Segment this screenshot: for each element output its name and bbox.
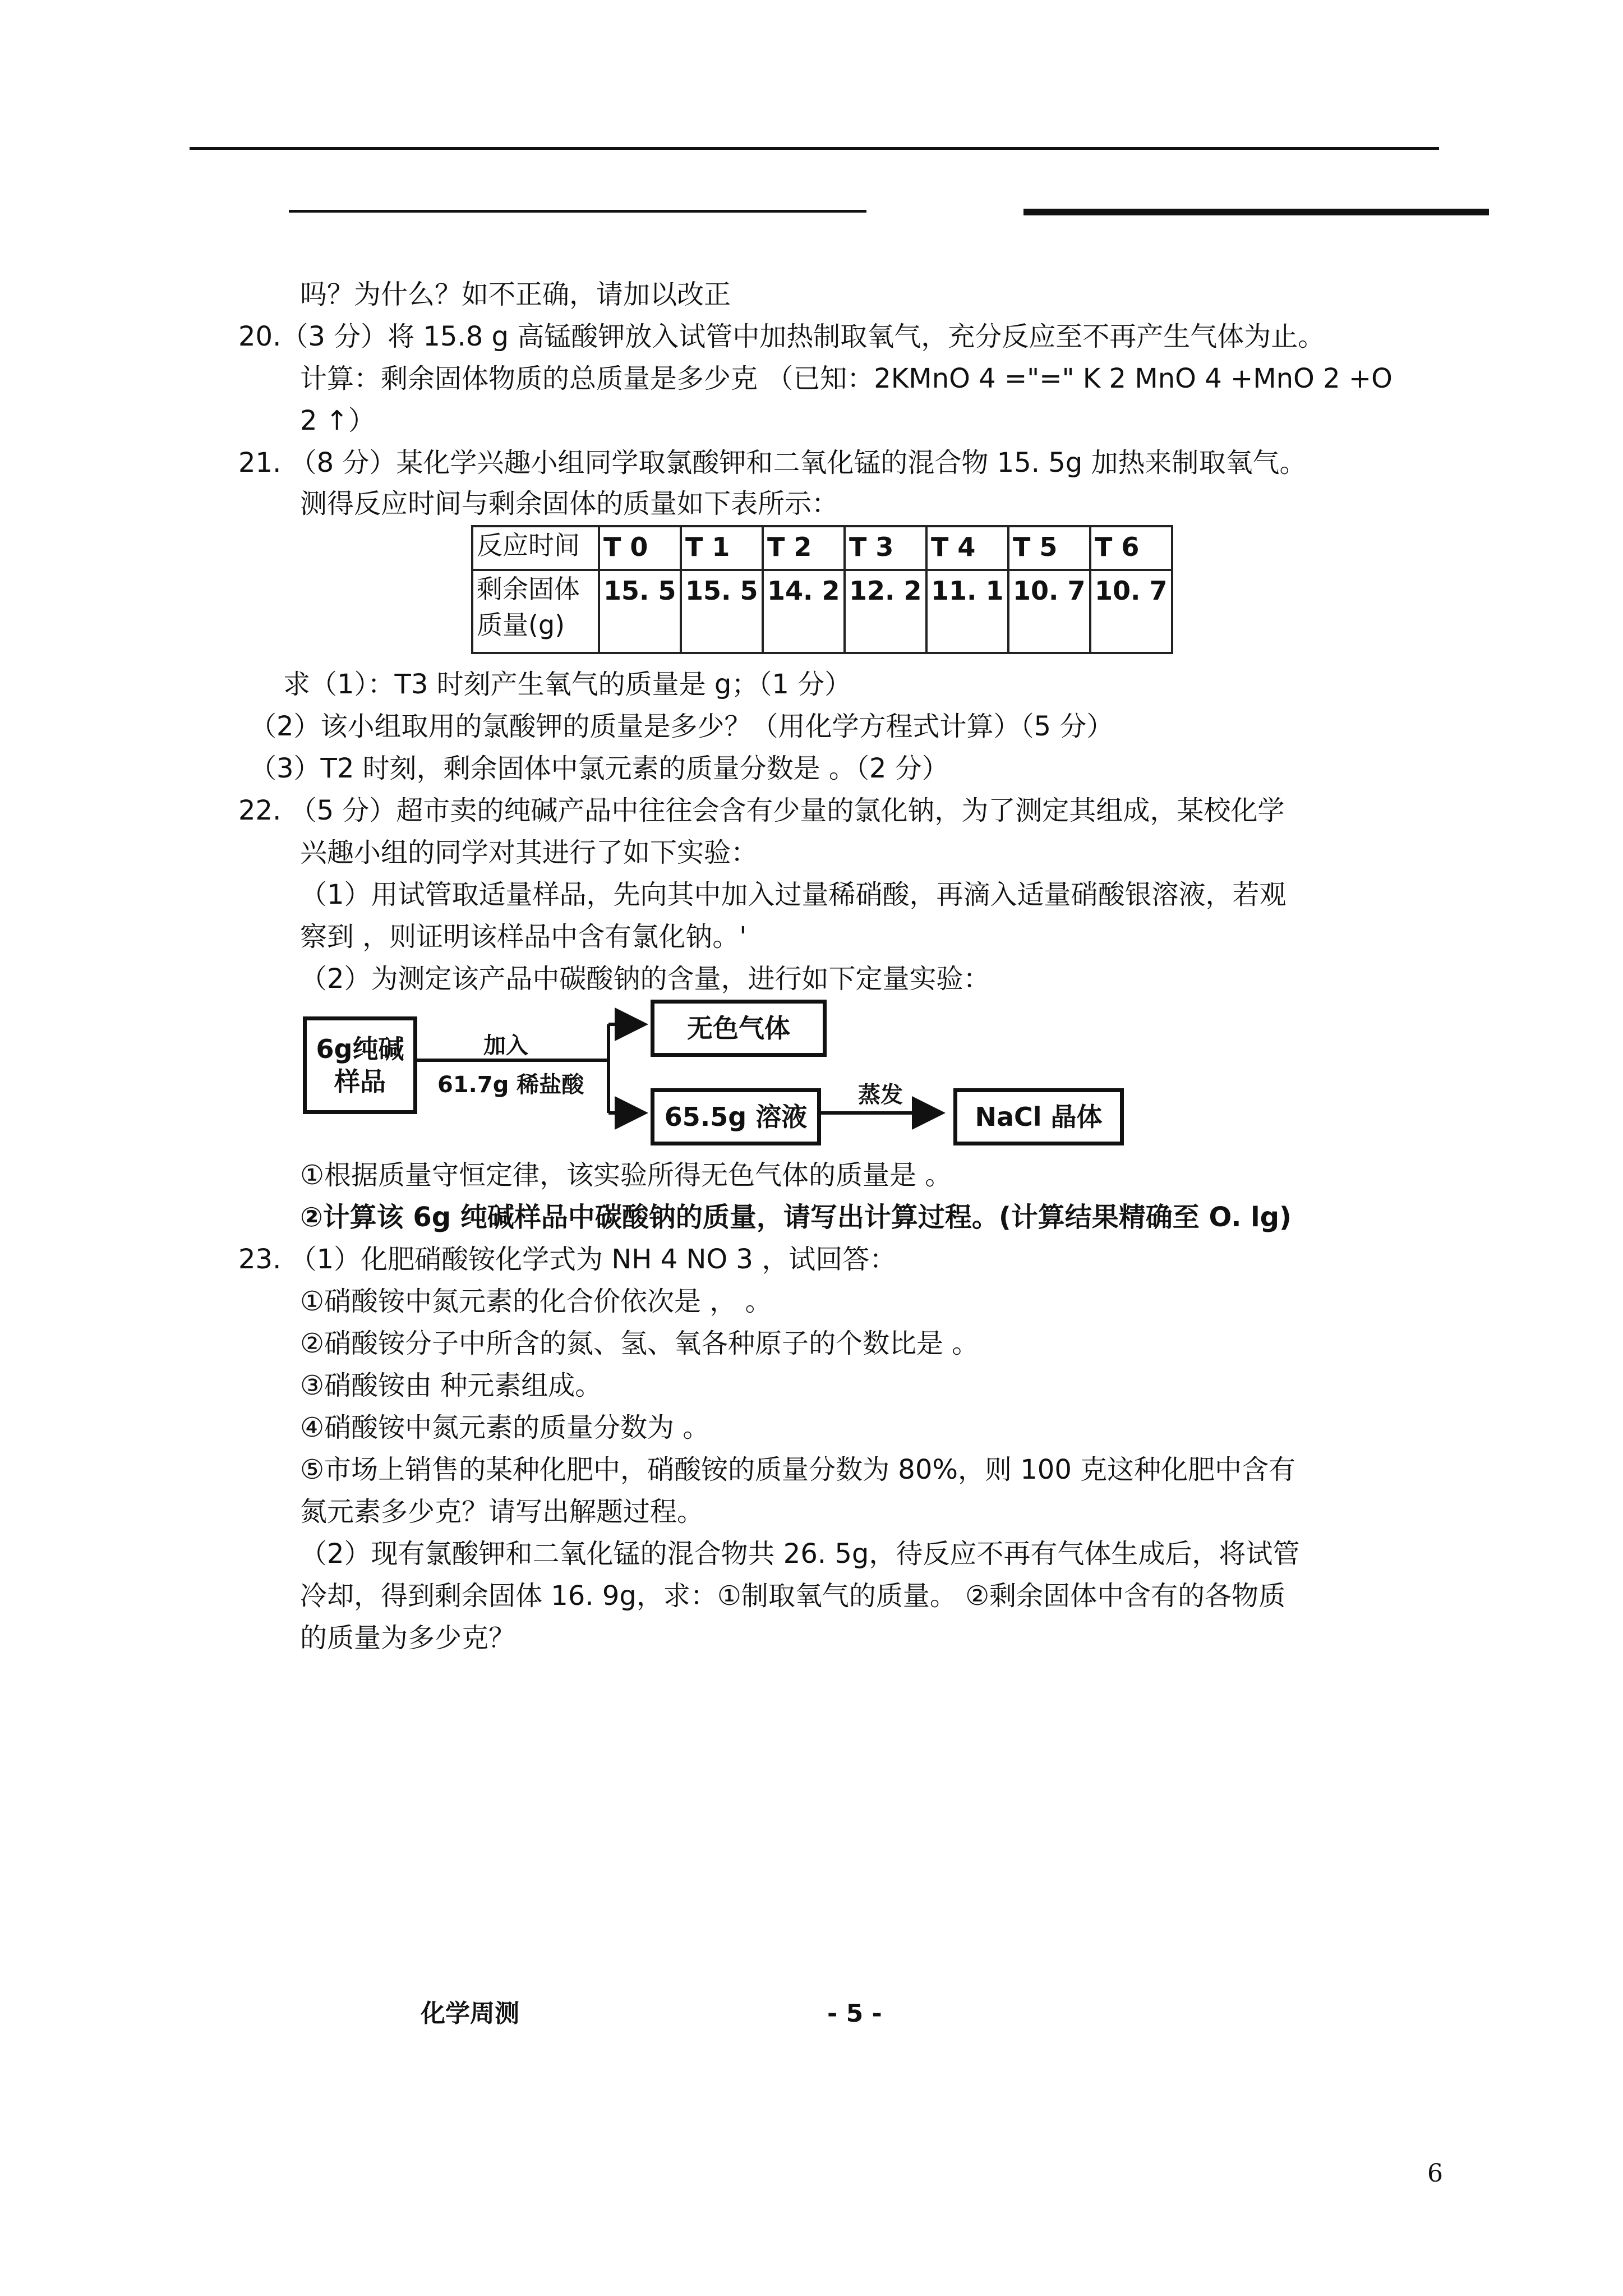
q20-line-3: 2 ↑） <box>300 405 376 436</box>
q21-sub-1: 求（1）：T3 时刻产生氧气的质量是 g；（1 分） <box>283 669 852 700</box>
q22-line-2: 兴趣小组的同学对其进行了如下实验： <box>300 837 758 868</box>
flow-box-gas: 无色气体 <box>651 1000 827 1057</box>
table-cell: 14. 2 <box>763 570 845 653</box>
flow-box-crystal: NaCl 晶体 <box>953 1088 1124 1145</box>
q23-line-1: 23. （1）化肥硝酸铵化学式为 NH 4 NO 3 ，试回答： <box>238 1244 897 1275</box>
footer-title: 化学周测 <box>421 1999 519 2028</box>
q22-calc-2: ②计算该 6g 纯碱样品中碳酸钠的质量，请写出计算过程。(计算结果精确至 O. lg) <box>300 1202 1292 1233</box>
footer-page-number: - 5 - <box>827 1999 882 2028</box>
table-cell: 15. 5 <box>599 570 681 653</box>
q23-item-2: ②硝酸铵分子中所含的氮、氢、氧各种原子的个数比是 。 <box>300 1328 979 1359</box>
table-header-time: 反应时间 <box>472 526 599 570</box>
q21-sub-3: （3）T2 时刻，剩余固体中氯元素的质量分数是 。（2 分） <box>250 753 949 784</box>
table-cell: 12. 2 <box>845 570 926 653</box>
table-header-mass-line2: 质量(g) <box>477 610 565 640</box>
table-cell: 11. 1 <box>926 570 1008 653</box>
table-cell: T 4 <box>926 526 1008 570</box>
flow-box-sample-line1: 6g纯碱 <box>316 1034 404 1064</box>
q23-item-5-b: 氮元素多少克？请写出解题过程。 <box>300 1496 704 1527</box>
table-cell: 10. 7 <box>1008 570 1090 653</box>
table-header-mass-line1: 剩余固体 <box>477 574 580 604</box>
q23-part2-a: （2）现有氯酸钾和二氧化锰的混合物共 26. 5g，待反应不再有气体生成后，将试管 <box>300 1538 1300 1570</box>
table-cell: T 6 <box>1090 526 1172 570</box>
q23-item-4: ④硝酸铵中氮元素的质量分数为 。 <box>300 1412 710 1443</box>
q23-item-3: ③硝酸铵由 种元素组成。 <box>300 1370 602 1401</box>
flow-box-sample <box>303 1016 417 1114</box>
table-cell: T 3 <box>845 526 926 570</box>
q23-item-5-a: ⑤市场上销售的某种化肥中，硝酸铵的质量分数为 80%，则 100 克这种化肥中含有 <box>300 1454 1296 1485</box>
q22-calc-1: ①根据质量守恒定律，该实验所得无色气体的质量是 。 <box>300 1159 952 1191</box>
flow-label-add: 加入 <box>483 1033 528 1059</box>
q21-line-1: 21. （8 分）某化学兴趣小组同学取氯酸钾和二氧化锰的混合物 15. 5g 加热来制取氧气。 <box>238 447 1307 478</box>
table-cell: 10. 7 <box>1090 570 1172 653</box>
q23-item-1: ①硝酸铵中氮元素的化合价依次是 ， 。 <box>300 1286 772 1317</box>
sheet-number: 6 <box>1427 2159 1443 2188</box>
q23-part2-b: 冷却，得到剩余固体 16. 9g，求：①制取氧气的质量。 ②剩余固体中含有的各物质 <box>300 1580 1286 1612</box>
table-cell: T 0 <box>599 526 681 570</box>
flow-label-evaporate: 蒸发 <box>858 1082 903 1108</box>
q22-part1-a: （1）用试管取适量样品，先向其中加入过量稀硝酸，再滴入适量硝酸银溶液，若观 <box>300 879 1287 910</box>
q22-part2: （2）为测定该产品中碳酸钠的含量，进行如下定量实验： <box>300 963 990 995</box>
flow-box-sample-line2: 样品 <box>334 1066 386 1097</box>
flow-label-reagent: 61.7g 稀盐酸 <box>437 1072 584 1098</box>
flow-box-solution: 65.5g 溶液 <box>651 1088 821 1145</box>
table-cell: T 2 <box>763 526 845 570</box>
q21-line-2: 测得反应时间与剩余固体的质量如下表所示： <box>300 488 839 519</box>
q22-part1-b: 察到 ，则证明该样品中含有氯化钠。' <box>300 921 747 953</box>
q20-line-1: 20.（3 分）将 15.8 g 高锰酸钾放入试管中加热制取氧气，充分反应至不再产生气体为止。 <box>238 321 1325 352</box>
q20-line-2: 计算：剩余固体物质的总质量是多少克 （已知：2KMnO 4 ="=" K 2 MnO 4 +MnO 2 +O <box>300 363 1393 394</box>
q19-tail: 吗？为什么？如不正确，请加以改正 <box>300 279 731 310</box>
table-cell: 15. 5 <box>681 570 763 653</box>
table-cell: T 1 <box>681 526 763 570</box>
table-cell: T 5 <box>1008 526 1090 570</box>
q22-line-1: 22. （5 分）超市卖的纯碱产品中往往会含有少量的氯化钠，为了测定其组成，某校化学 <box>238 795 1285 826</box>
q23-part2-c: 的质量为多少克？ <box>300 1622 516 1654</box>
q21-sub-2: （2）该小组取用的氯酸钾的质量是多少？（用化学方程式计算）（5 分） <box>250 711 1114 742</box>
